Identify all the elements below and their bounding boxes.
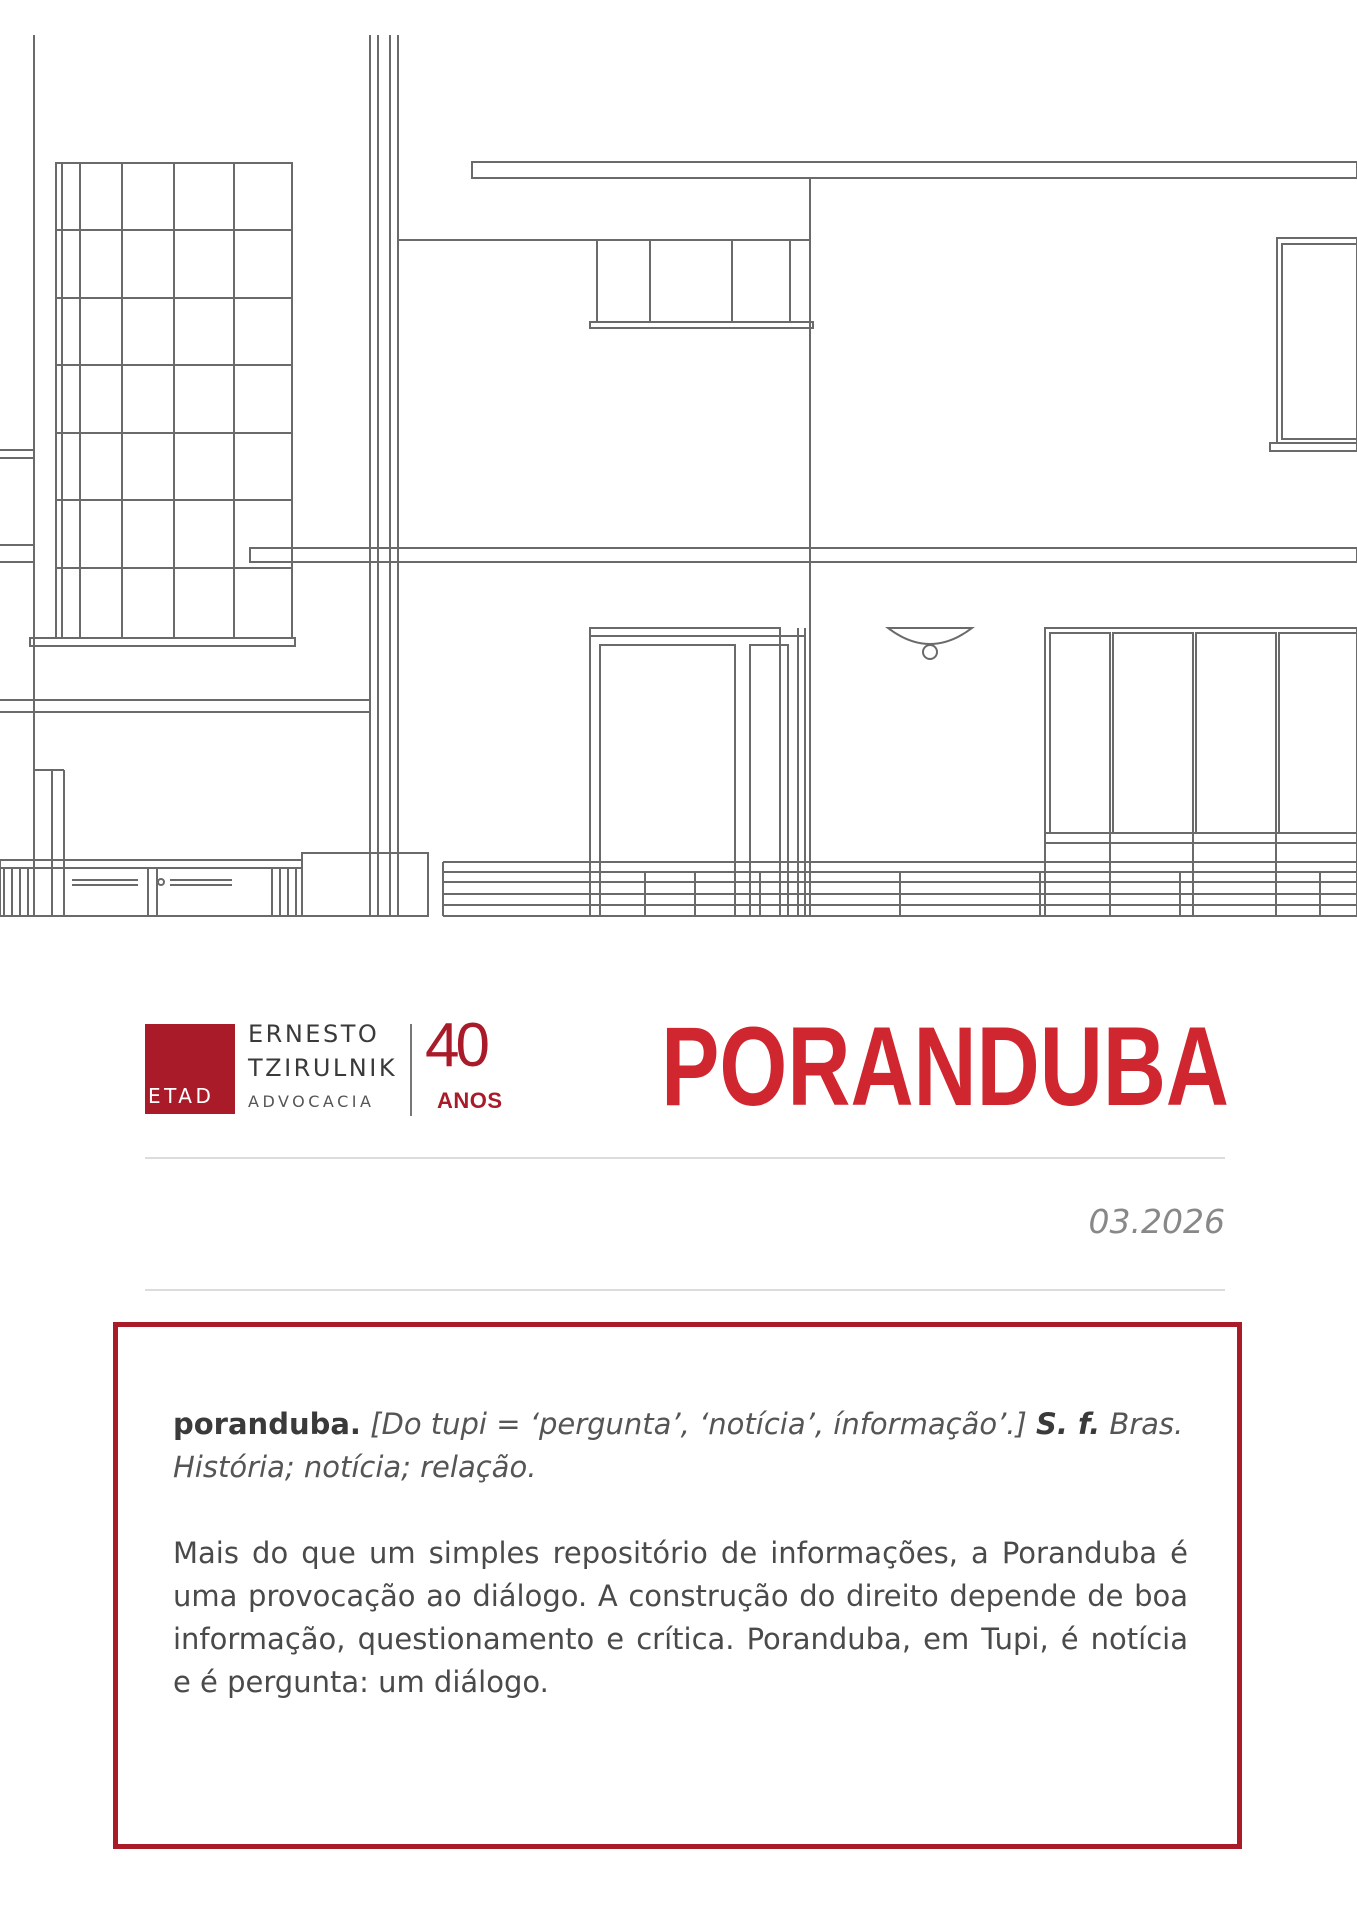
logo-badge [145, 1024, 235, 1114]
building-facade-illustration [0, 0, 1357, 920]
issue-date: 03.2026 [1088, 1202, 1225, 1241]
entry-grammar: S. f. [1036, 1407, 1101, 1441]
definition-box [113, 1322, 1242, 1849]
entry-meaning: Bras. História; notícia; relação. [173, 1407, 1184, 1484]
logo-firm-type: ADVOCACIA [248, 1092, 375, 1111]
logo-name-first: ERNESTO [248, 1020, 380, 1048]
dictionary-entry [173, 1403, 1188, 1489]
entry-term: poranduba. [173, 1407, 361, 1441]
intro-paragraph: Mais do que um simples repositório de informações, a Poranduba é uma provocação ao diálogo. A construção do direito depende de boa informação, questionamento e crítica. Poranduba, em Tupi, é notícia e é pergunta: um diálogo. [173, 1536, 1188, 1699]
logo-name-last: TZIRULNIK [248, 1054, 398, 1082]
firm-logo [145, 1011, 525, 1120]
publication-title: PORANDUBA [661, 1004, 1229, 1129]
divider-top [145, 1157, 1225, 1159]
logo-badge-text: ETAD [148, 1084, 215, 1108]
entry-etymology: [Do tupi = ‘pergunta’, ‘notícia’, ínformação’.] [370, 1407, 1027, 1441]
anniversary-number: 40 [425, 1011, 486, 1080]
logo-divider [410, 1024, 412, 1116]
divider-bottom [145, 1289, 1225, 1291]
definition-content [173, 1403, 1188, 1704]
anniversary-label: ANOS [437, 1088, 503, 1113]
